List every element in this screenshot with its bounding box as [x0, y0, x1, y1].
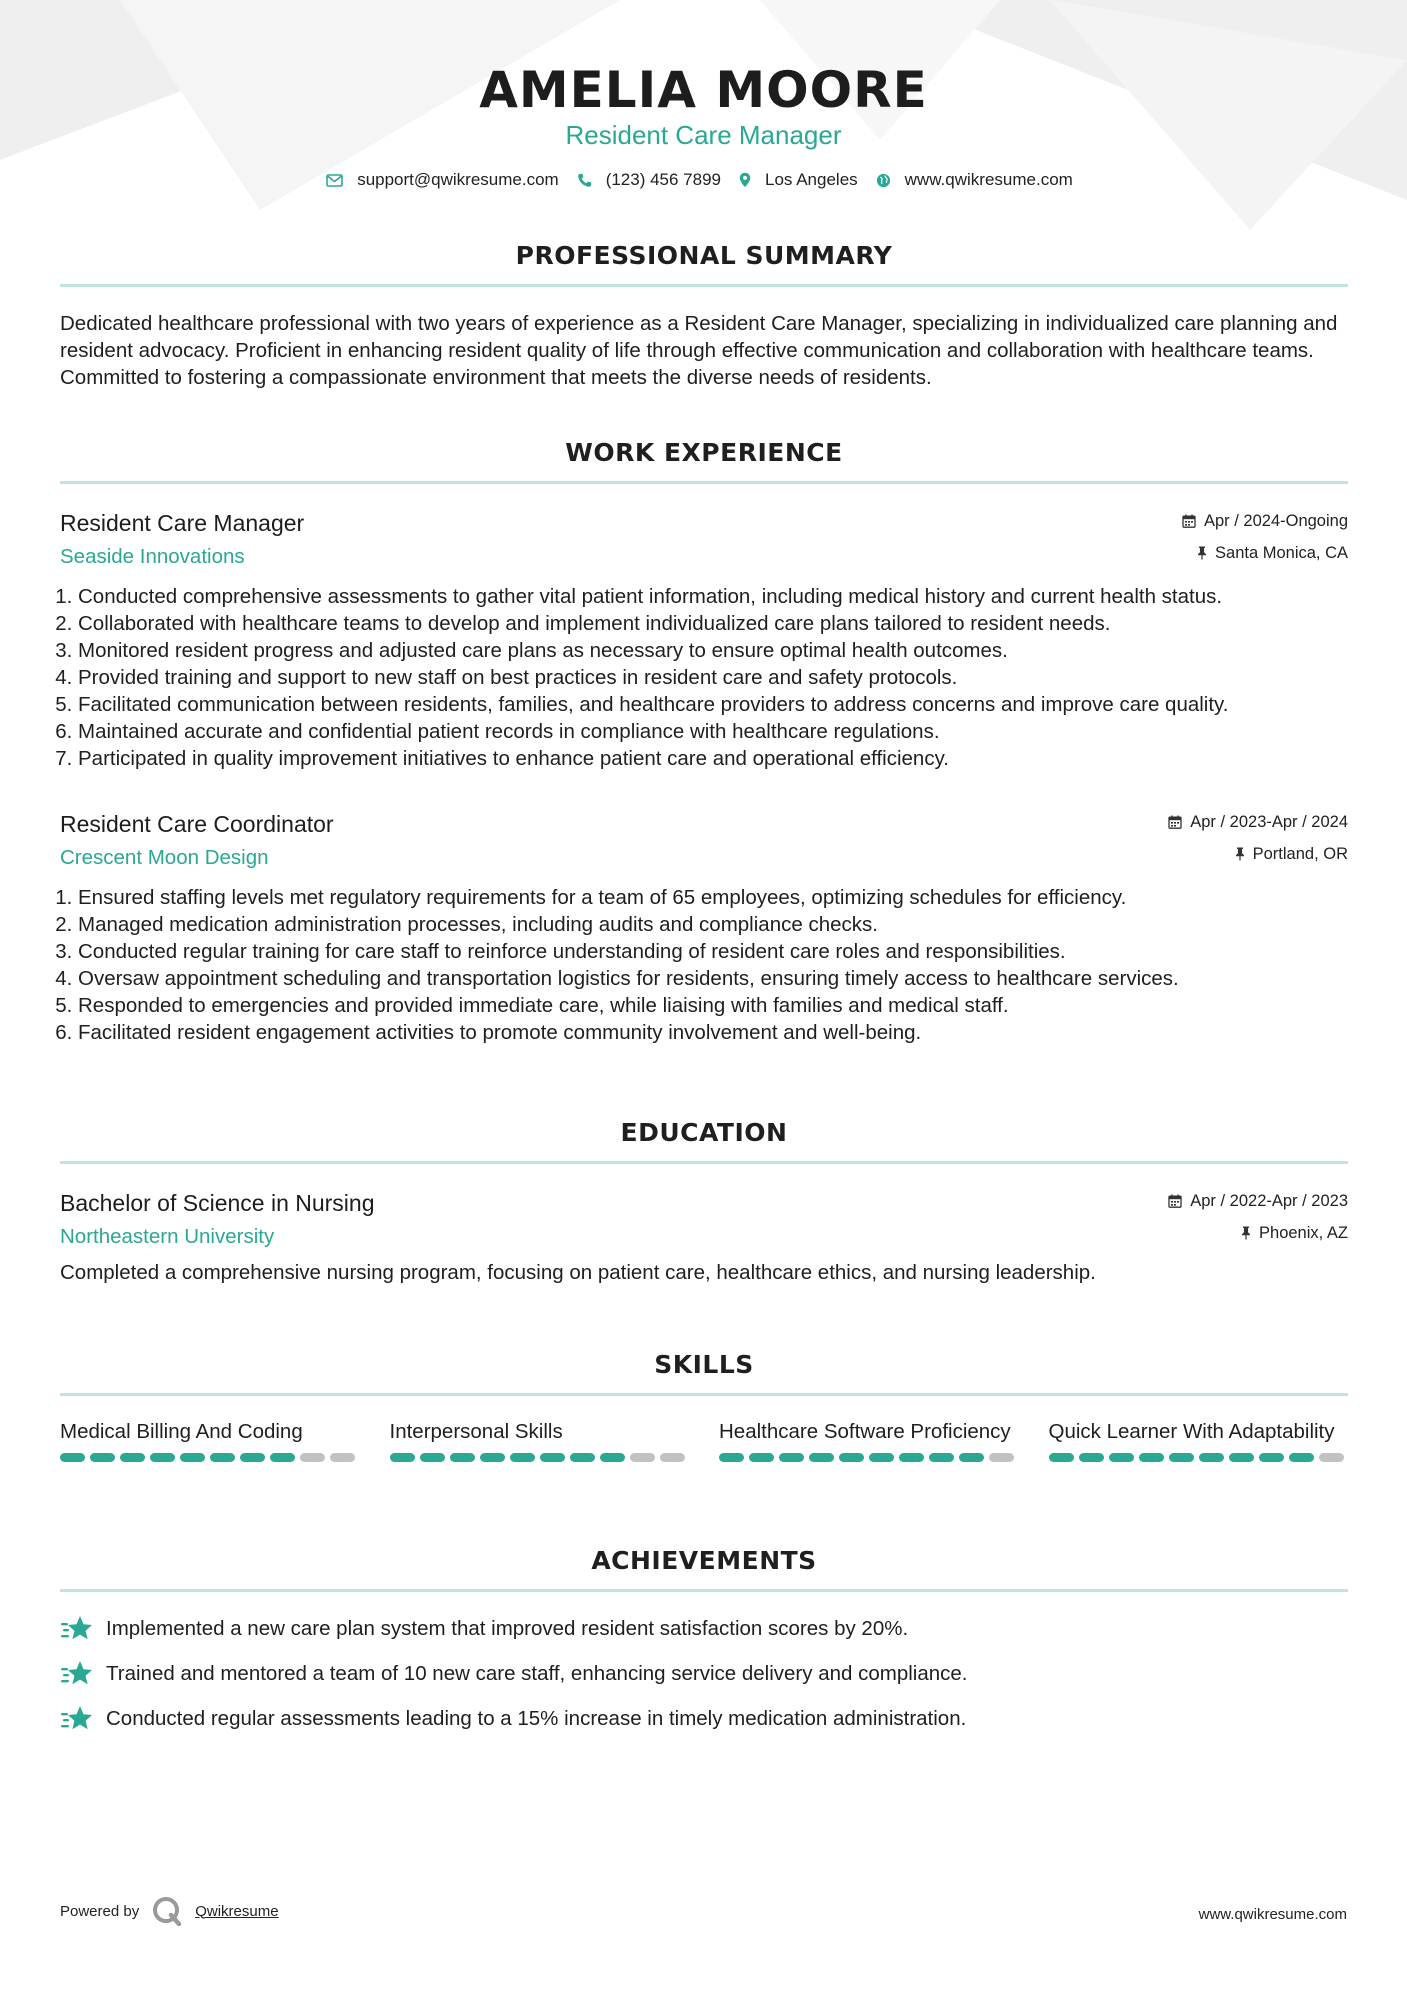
skill-segment-filled: [540, 1453, 565, 1462]
skill-item: [1049, 1418, 1349, 1462]
phone-icon: [577, 173, 592, 188]
map-pin-icon: [739, 172, 751, 188]
calendar-icon: [1182, 514, 1196, 528]
candidate-name: AMELIA MOORE: [479, 61, 928, 119]
skill-segment-filled: [1259, 1453, 1284, 1462]
skill-segment-filled: [450, 1453, 475, 1462]
job-location: Santa Monica, CA: [1215, 544, 1348, 562]
qwikresume-logo-icon: [151, 1896, 183, 1926]
skill-name: Quick Learner With Adaptability: [1048, 1420, 1335, 1443]
education-description: Completed a comprehensive nursing program, focusing on patient care, healthcare ethics, and nursing leadership.: [60, 1261, 1096, 1284]
globe-icon: [876, 173, 891, 188]
skill-segment-filled: [1079, 1453, 1104, 1462]
job-title: Resident Care Coordinator: [60, 811, 334, 837]
skill-segment-filled: [1109, 1453, 1134, 1462]
skill-segment-empty: [660, 1453, 685, 1462]
calendar-icon: [1168, 1194, 1182, 1208]
skill-level-bar: [1049, 1453, 1349, 1462]
list-item: 3. Conducted regular training for care staff to reinforce understanding of resident care roles and responsibilities.: [78, 938, 1348, 965]
skill-name: Medical Billing And Coding: [60, 1420, 303, 1443]
skill-segment-filled: [570, 1453, 595, 1462]
skill-level-bar: [390, 1453, 690, 1462]
education-entry: [60, 1188, 1348, 1286]
section-divider: [60, 481, 1348, 484]
section-title-experience: WORK EXPERIENCE: [565, 438, 843, 467]
skill-segment-filled: [719, 1453, 744, 1462]
skill-segment-filled: [1169, 1453, 1194, 1462]
location-text: Los Angeles: [765, 170, 858, 189]
skill-segment-filled: [1199, 1453, 1224, 1462]
list-item: 2. Collaborated with healthcare teams to develop and implement individualized care plans tailored to resident needs.: [78, 610, 1348, 637]
skill-segment-filled: [120, 1453, 145, 1462]
contact-email[interactable]: [326, 170, 559, 190]
footer-powered-by: [60, 1896, 279, 1926]
job-meta: [1182, 508, 1348, 566]
star-icon: [60, 1614, 94, 1644]
contact-location: [739, 170, 858, 190]
job-entry: [60, 809, 1348, 1046]
skill-segment-filled: [899, 1453, 924, 1462]
skill-name: Healthcare Software Proficiency: [719, 1420, 1011, 1443]
list-item: 6. Facilitated resident engagement activities to promote community involvement and well-being.: [78, 1019, 1348, 1046]
job-entry: [60, 508, 1348, 772]
skill-segment-filled: [1289, 1453, 1314, 1462]
job-company: Crescent Moon Design: [60, 846, 269, 869]
achievement-text: Conducted regular assessments leading to a 15% increase in timely medication administration.: [106, 1707, 967, 1730]
skills-grid: [60, 1418, 1348, 1462]
skill-segment-filled: [240, 1453, 265, 1462]
skill-item: [390, 1418, 690, 1462]
list-item: [60, 1657, 1348, 1691]
pushpin-icon: [1197, 546, 1207, 560]
education-meta: [1168, 1188, 1348, 1246]
skill-segment-empty: [1319, 1453, 1344, 1462]
envelope-icon: [326, 174, 343, 187]
skill-segment-filled: [749, 1453, 774, 1462]
school-name: Northeastern University: [60, 1225, 275, 1248]
skill-segment-empty: [330, 1453, 355, 1462]
pushpin-icon: [1241, 1226, 1251, 1240]
skill-segment-empty: [989, 1453, 1014, 1462]
contact-website[interactable]: [876, 170, 1073, 190]
contact-phone[interactable]: [577, 170, 721, 190]
skill-segment-filled: [1229, 1453, 1254, 1462]
star-icon: [60, 1659, 94, 1689]
skill-level-bar: [60, 1453, 360, 1462]
skill-segment-filled: [1049, 1453, 1074, 1462]
skill-level-bar: [719, 1453, 1019, 1462]
section-title-achievements: ACHIEVEMENTS: [591, 1546, 817, 1575]
powered-by-label: Powered by: [60, 1902, 140, 1920]
website-text: www.qwikresume.com: [904, 170, 1073, 189]
skill-segment-filled: [90, 1453, 115, 1462]
job-location: Portland, OR: [1252, 845, 1348, 863]
skill-segment-filled: [779, 1453, 804, 1462]
star-icon: [60, 1704, 94, 1734]
skill-item: [719, 1418, 1019, 1462]
achievements-list: [60, 1612, 1348, 1747]
list-item: 1. Ensured staffing levels met regulatory requirements for a team of 65 employees, optimizing schedules for efficiency.: [78, 884, 1348, 911]
list-item: 5. Facilitated communication between residents, families, and healthcare providers to address concerns and improve care quality.: [78, 691, 1348, 718]
list-item: 3. Monitored resident progress and adjusted care plans as necessary to ensure optimal health outcomes.: [78, 637, 1348, 664]
qwikresume-link[interactable]: Qwikresume: [195, 1902, 279, 1920]
skill-segment-filled: [180, 1453, 205, 1462]
skill-segment-filled: [510, 1453, 535, 1462]
section-title-education: EDUCATION: [620, 1118, 788, 1147]
skill-segment-filled: [600, 1453, 625, 1462]
calendar-icon: [1168, 815, 1182, 829]
skill-segment-filled: [420, 1453, 445, 1462]
list-item: 1. Conducted comprehensive assessments to gather vital patient information, including medical history and current health status.: [78, 583, 1348, 610]
summary-text: Dedicated healthcare professional with two years of experience as a Resident Care Manager, specializing in individualized care planning and resident advocacy. Proficient in enhancing resident quality of life through effective communication and collaboration with healthcare teams. Committed to fostering a compassionate environment that meets the diverse needs of residents.: [60, 312, 1338, 389]
contact-bar: [0, 170, 1407, 190]
footer-website[interactable]: www.qwikresume.com: [1198, 1906, 1347, 1923]
job-dates: Apr / 2023-Apr / 2024: [1190, 813, 1348, 831]
achievement-text: Implemented a new care plan system that improved resident satisfaction scores by 20%.: [106, 1617, 909, 1640]
skill-segment-empty: [630, 1453, 655, 1462]
phone-text: (123) 456 7899: [605, 170, 722, 189]
job-title: Resident Care Manager: [60, 510, 305, 536]
section-divider: [60, 1393, 1348, 1396]
list-item: [60, 1612, 1348, 1646]
education-location: Phoenix, AZ: [1259, 1224, 1348, 1242]
pushpin-icon: [1235, 847, 1245, 861]
achievement-text: Trained and mentored a team of 10 new care staff, enhancing service delivery and compliance.: [106, 1662, 968, 1685]
section-divider: [60, 284, 1348, 287]
list-item: 4. Provided training and support to new staff on best practices in resident care and safety protocols.: [78, 664, 1348, 691]
skill-segment-filled: [60, 1453, 85, 1462]
section-title-summary: PROFESSIONAL SUMMARY: [515, 241, 893, 270]
skill-segment-filled: [270, 1453, 295, 1462]
list-item: 5. Responded to emergencies and provided immediate care, while liaising with families and medical staff.: [78, 992, 1348, 1019]
skill-segment-empty: [300, 1453, 325, 1462]
job-dates: Apr / 2024-Ongoing: [1203, 512, 1348, 530]
list-item: 6. Maintained accurate and confidential patient records in compliance with healthcare regulations.: [78, 718, 1348, 745]
education-dates: Apr / 2022-Apr / 2023: [1190, 1192, 1348, 1210]
skill-segment-filled: [1139, 1453, 1164, 1462]
skill-segment-filled: [869, 1453, 894, 1462]
email-text: support@qwikresume.com: [357, 170, 559, 189]
list-item: 2. Managed medication administration processes, including audits and compliance checks.: [78, 911, 1348, 938]
skill-segment-filled: [929, 1453, 954, 1462]
skill-item: [60, 1418, 360, 1462]
section-divider: [60, 1161, 1348, 1164]
candidate-role: Resident Care Manager: [565, 120, 842, 150]
skill-segment-filled: [839, 1453, 864, 1462]
skill-segment-filled: [959, 1453, 984, 1462]
job-responsibilities: [60, 884, 1348, 1046]
degree-title: Bachelor of Science in Nursing: [60, 1190, 375, 1216]
skill-segment-filled: [150, 1453, 175, 1462]
list-item: [60, 1702, 1348, 1736]
skill-segment-filled: [809, 1453, 834, 1462]
section-title-skills: SKILLS: [654, 1350, 754, 1379]
list-item: 7. Participated in quality improvement initiatives to enhance patient care and operational efficiency.: [78, 745, 1348, 772]
section-divider: [60, 1589, 1348, 1592]
skill-segment-filled: [480, 1453, 505, 1462]
job-responsibilities: [60, 583, 1348, 772]
skill-segment-filled: [390, 1453, 415, 1462]
job-meta: [1168, 809, 1348, 867]
skill-name: Interpersonal Skills: [389, 1420, 563, 1443]
list-item: 4. Oversaw appointment scheduling and transportation logistics for residents, ensuring timely access to healthcare services.: [78, 965, 1348, 992]
skill-segment-filled: [210, 1453, 235, 1462]
job-company: Seaside Innovations: [60, 545, 245, 568]
